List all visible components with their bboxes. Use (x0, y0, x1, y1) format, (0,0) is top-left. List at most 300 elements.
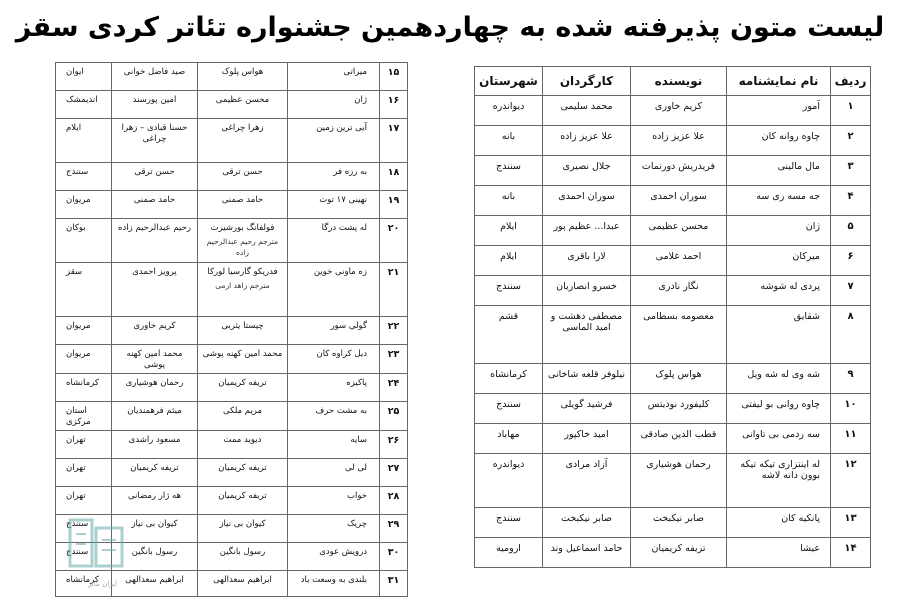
director-text: کریم خاوری (133, 321, 176, 331)
writer (631, 216, 727, 246)
play-name (288, 91, 380, 119)
table-row (56, 119, 408, 163)
play-name-text: له پشت درگا (321, 223, 367, 233)
header-director: کارگردان (543, 67, 631, 96)
row-number (831, 508, 871, 538)
writer (198, 163, 288, 191)
writer (198, 486, 288, 514)
row-number (380, 119, 408, 163)
writer-text: هواس پلوک (221, 67, 264, 77)
play-name-text: له اینتزاری تیکه تیکه بوون دانه لاشه (740, 459, 820, 481)
writer (631, 96, 727, 126)
row-number (380, 91, 408, 119)
director (112, 317, 198, 345)
director (112, 163, 198, 191)
city (56, 345, 112, 374)
city-text: مریوان (66, 195, 91, 205)
play-name (727, 306, 831, 364)
row-number (831, 276, 871, 306)
row-number-text: ۹ (847, 369, 854, 380)
play-name-text: زه ماونی خوین (313, 267, 367, 277)
writer-text: محسن عظیمی (648, 221, 709, 232)
director-text: آزاد مرادی (565, 459, 608, 470)
play-name-text: میرکان (792, 251, 820, 262)
row-number (380, 401, 408, 430)
city (56, 401, 112, 430)
city-text: سنندج (496, 399, 521, 410)
table-row (475, 306, 871, 364)
writer-text: زهرا چراغی (221, 123, 264, 133)
table-row (475, 186, 871, 216)
director-text: حسنا قبادی – زهرا چراغی (121, 123, 188, 145)
row-number-text: ۲۳ (387, 349, 400, 360)
row-number (831, 156, 871, 186)
writer-text: قطب الدین صادقی (640, 429, 717, 440)
director-text: رسول بانگین (131, 546, 178, 557)
city (475, 186, 543, 216)
play-name-text: ژان (354, 95, 367, 105)
row-number-text: ۱۶ (387, 95, 400, 106)
city-text: دیواندره (492, 459, 525, 470)
director-text: سوران احمدی (558, 191, 615, 202)
writer (198, 219, 288, 263)
director (112, 401, 198, 430)
play-name-text: آیی ترین زمین (316, 123, 367, 133)
director-text: حسن ترقی (134, 167, 175, 177)
play-name-text: پردی له شوشه (760, 281, 820, 292)
director-text: جلال نصیری (562, 161, 611, 172)
writer (198, 263, 288, 317)
row-number-text: ۲۸ (387, 490, 400, 502)
page-title: لیست متون پذیرفته شده به چهاردهمین جشنواره تئاتر کردی سقز (15, 12, 885, 43)
row-number (380, 458, 408, 486)
row-number (380, 219, 408, 263)
play-name-text: سایه (350, 434, 367, 445)
table-row (56, 458, 408, 486)
row-number (831, 186, 871, 216)
row-number (380, 542, 408, 570)
city (56, 458, 112, 486)
city-text: کرمانشاه (66, 377, 99, 388)
director-text: لارا باقری (567, 251, 606, 262)
table-row (475, 246, 871, 276)
table-row (56, 430, 408, 458)
row-number-text: ۱۹ (387, 195, 400, 206)
row-number (831, 454, 871, 508)
row-number (831, 246, 871, 276)
table-row (475, 216, 871, 246)
row-number-text: ۱۴ (844, 543, 857, 554)
play-name-text: پاکیزه (346, 377, 367, 388)
play-name (288, 401, 380, 430)
header-play-name: نام نمایشنامه (727, 67, 831, 96)
writer-text: محسن عظیمی (215, 95, 270, 105)
play-name-text: آمور (802, 101, 820, 112)
play-name-text: جه مسه ری سه (756, 191, 820, 202)
city (475, 424, 543, 454)
play-name (727, 454, 831, 508)
city-text: بوکان (66, 223, 86, 233)
director (543, 246, 631, 276)
table-row (56, 317, 408, 345)
writer (631, 186, 727, 216)
city (56, 486, 112, 514)
director-text: هه ژار رمضانی (127, 490, 182, 501)
play-name (288, 430, 380, 458)
director-text: ابراهیم سعدالهی (125, 574, 184, 585)
city-text: کرمانشاه (490, 369, 527, 380)
play-name (727, 394, 831, 424)
play-name-text: گولی سور (330, 321, 367, 331)
play-name (288, 486, 380, 514)
writer-text: چیستا یثربی (221, 321, 264, 331)
row-number (831, 364, 871, 394)
city-text: تهران (66, 490, 86, 501)
director-text: امید خاکپور (564, 429, 609, 440)
city (475, 508, 543, 538)
director (543, 186, 631, 216)
city (56, 191, 112, 219)
city-text: سنندج (496, 161, 521, 172)
row-number (380, 486, 408, 514)
writer-text: سوران احمدی (650, 191, 707, 202)
row-number (831, 394, 871, 424)
city (56, 91, 112, 119)
table-row (475, 538, 871, 568)
writer-text: محمد امین کهنه پوشی (202, 349, 283, 359)
city-text: ایلام (500, 221, 517, 232)
row-number (831, 424, 871, 454)
table-row (56, 191, 408, 219)
city (56, 163, 112, 191)
writer-text: تریفه کریمیان (218, 377, 267, 388)
writer (198, 91, 288, 119)
play-name (288, 317, 380, 345)
director (112, 191, 198, 219)
director (543, 454, 631, 508)
director-text: علا عزیز زاده (560, 131, 613, 142)
director (543, 508, 631, 538)
row-number-text: ۱۰ (844, 399, 857, 410)
city-text: قشم (498, 311, 519, 322)
row-number-text: ۲۶ (387, 434, 400, 446)
table-row (56, 63, 408, 91)
table-row (475, 126, 871, 156)
writer-text: رحمان هوشیاری (646, 459, 711, 470)
table-row (56, 345, 408, 374)
director-text: امین پورسند (132, 95, 177, 105)
city-text: مریوان (66, 321, 91, 331)
row-number-text: ۳ (847, 161, 854, 172)
city-text: ایوان (66, 67, 84, 77)
play-name-text: چاوه روانی بو لیفتی (741, 399, 820, 410)
play-name (288, 191, 380, 219)
writer (631, 508, 727, 538)
play-name-text: میراتی (343, 67, 367, 77)
city (475, 96, 543, 126)
director (112, 91, 198, 119)
city (475, 246, 543, 276)
play-name-text: چاوه روانه کان (761, 131, 820, 142)
watermark-text: ایران تئاتر (88, 580, 118, 588)
writer-text: هواس پلوک (655, 369, 702, 380)
city-text: بانه (501, 131, 516, 142)
table-header-row (475, 67, 871, 96)
director-text: رحمان هوشیاری (125, 377, 184, 388)
table-row (475, 276, 871, 306)
director-text: نیلوفر قلعه شاخانی (548, 369, 625, 380)
city (56, 119, 112, 163)
director (543, 126, 631, 156)
writer (198, 458, 288, 486)
play-name-text: مال مالینی (777, 161, 820, 172)
writer (631, 246, 727, 276)
row-number-text: ۲۷ (387, 462, 400, 474)
table-row (475, 508, 871, 538)
row-number-text: ۱ (847, 101, 854, 112)
play-name (288, 458, 380, 486)
row-number-text: ۱۷ (387, 123, 400, 134)
row-number-text: ۲۵ (387, 405, 400, 417)
play-name-text: به مشت حرف (315, 405, 367, 416)
row-number-text: ۴ (847, 191, 854, 202)
city (475, 364, 543, 394)
city-text: ایلام (500, 251, 517, 262)
row-number (380, 163, 408, 191)
city (56, 317, 112, 345)
row-number (380, 570, 408, 596)
row-number-text: ۸ (847, 311, 854, 322)
play-name (288, 219, 380, 263)
play-name-text: شقایق (793, 311, 820, 322)
play-name (727, 424, 831, 454)
writer-text: ابراهیم سعدالهی (213, 574, 272, 585)
table-row (475, 424, 871, 454)
writer-note: مترجم زاهد ارمی (215, 281, 270, 291)
city (475, 276, 543, 306)
table-row (475, 156, 871, 186)
director-text: حامد اسماعیل وند (550, 543, 623, 554)
table-row (56, 373, 408, 401)
play-name-text: خواب (346, 490, 367, 501)
table-row (475, 96, 871, 126)
play-name-text: لی لی (344, 462, 367, 473)
theater-logo-icon (66, 514, 128, 578)
writer (198, 63, 288, 91)
play-name (288, 570, 380, 596)
director (112, 458, 198, 486)
row-number (380, 63, 408, 91)
row-number-text: ۱۳ (844, 513, 857, 524)
city-text: سقز (66, 267, 83, 277)
city-text: استان مرکزی (66, 405, 91, 428)
writer (198, 514, 288, 542)
row-number-text: ۲۰ (387, 223, 400, 234)
director (112, 373, 198, 401)
table-row (56, 219, 408, 263)
director (543, 306, 631, 364)
writer (631, 126, 727, 156)
director (543, 364, 631, 394)
play-name (727, 96, 831, 126)
writer (198, 542, 288, 570)
city-text: سنندج (66, 167, 89, 177)
writer (198, 570, 288, 596)
row-number-text: ۲ (847, 131, 854, 142)
row-number-text: ۶ (847, 251, 854, 262)
play-name (727, 246, 831, 276)
writer (631, 454, 727, 508)
director (112, 63, 198, 91)
writer-note: مترجم رحیم عبدالرحیم زاده (206, 237, 279, 257)
director (112, 345, 198, 374)
play-name-text: دیل کراوه کان (316, 349, 367, 359)
play-name (727, 126, 831, 156)
row-number (831, 96, 871, 126)
writer (198, 191, 288, 219)
row-number (380, 191, 408, 219)
director-text: صید فاضل خوانی (123, 67, 186, 77)
writer-text: دیوید ممت (223, 434, 262, 445)
row-number-text: ۱۱ (844, 429, 857, 440)
play-name (727, 538, 831, 568)
writer (631, 394, 727, 424)
director-text: فرشید گویلی (560, 399, 613, 410)
row-number (380, 317, 408, 345)
play-name (727, 156, 831, 186)
play-name (288, 373, 380, 401)
city (56, 219, 112, 263)
play-name-text: شه وی له شه ویل (747, 369, 820, 380)
writer-text: کلیفورد نودیتس (647, 399, 710, 410)
writer (631, 364, 727, 394)
city (475, 538, 543, 568)
city-text: سنندج (66, 546, 89, 557)
city (475, 454, 543, 508)
writer-text: احمد غلامی (655, 251, 702, 262)
city-text: بانه (501, 191, 516, 202)
play-name-text: به رزه فر (333, 167, 367, 177)
director (112, 119, 198, 163)
row-number (380, 345, 408, 374)
table-row (475, 394, 871, 424)
header-row-number: ردیف (831, 67, 871, 96)
play-name (727, 186, 831, 216)
play-name-text: عیشا (800, 543, 820, 554)
writer (631, 276, 727, 306)
row-number (831, 306, 871, 364)
director-text: محمد امین کهنه پوشی (126, 349, 183, 371)
table-row (56, 401, 408, 430)
accepted-plays-table-right (474, 66, 871, 568)
city-text: دیواندره (492, 101, 525, 112)
play-name-text: چریک (347, 518, 367, 529)
director-text: صابر نیکبخت (561, 513, 612, 524)
director (543, 96, 631, 126)
director (112, 430, 198, 458)
city-text: کرمانشاه (66, 574, 99, 585)
writer-text: صابر نیکبخت (653, 513, 704, 524)
play-name (288, 63, 380, 91)
director (112, 219, 198, 263)
writer-text: مریم ملکی (222, 405, 263, 416)
writer (631, 306, 727, 364)
director (543, 394, 631, 424)
city-text: سنندج (66, 518, 89, 529)
play-name (288, 514, 380, 542)
row-number (831, 126, 871, 156)
play-name (288, 119, 380, 163)
table-row (475, 364, 871, 394)
city (475, 126, 543, 156)
city-text: سنندج (496, 281, 521, 292)
director-text: میثم فرهمندیان (127, 405, 182, 416)
writer-text: علا عزیز زاده (652, 131, 705, 142)
writer (198, 345, 288, 374)
director (112, 486, 198, 514)
row-number (831, 216, 871, 246)
city-text: ایلام (66, 123, 82, 133)
writer (198, 119, 288, 163)
director (543, 538, 631, 568)
city (475, 394, 543, 424)
row-number-text: ۳۱ (387, 574, 400, 586)
row-number (380, 263, 408, 317)
city (475, 216, 543, 246)
writer (198, 430, 288, 458)
play-name (727, 276, 831, 306)
play-name-text: درویش عودی (319, 546, 367, 557)
play-name (288, 345, 380, 374)
director-text: خسرو انصاریان (556, 281, 617, 292)
row-number (380, 514, 408, 542)
city-text: تهران (66, 462, 86, 473)
city (56, 263, 112, 317)
row-number-text: ۵ (847, 221, 854, 232)
writer-text: فولفانگ بورشیرت (210, 223, 275, 233)
play-name-text: نهینی ۱۷ توت (319, 195, 367, 205)
table-row (56, 263, 408, 317)
writer-text: فریدریش دورنمات (641, 161, 716, 172)
writer (198, 317, 288, 345)
header-writer: نویسنده (631, 67, 727, 96)
play-name (288, 263, 380, 317)
director (112, 263, 198, 317)
row-number-text: ۲۹ (387, 518, 400, 530)
director-text: مصطفی دهشت و امید الماسی (550, 311, 623, 333)
director (543, 424, 631, 454)
table-row (475, 454, 871, 508)
director-text: محمد سلیمی (560, 101, 613, 112)
city-text: ارومیه (496, 543, 521, 554)
play-name-text: سه ردمی بی تاوانی (742, 429, 820, 440)
play-name-text: ژان (805, 221, 820, 232)
director (543, 216, 631, 246)
writer-text: نگار نادری (658, 281, 699, 292)
row-number (831, 538, 871, 568)
city (475, 306, 543, 364)
writer (198, 401, 288, 430)
play-name-text: بلندی به وسعت باد (300, 574, 367, 585)
play-name-text: پانکیه کان (781, 513, 820, 524)
row-number-text: ۷ (847, 281, 854, 292)
writer-text: حامد صمنی (221, 195, 264, 205)
writer-text: تریفه کریمیان (218, 490, 267, 501)
city-text: سنندج (496, 513, 521, 524)
table-row (56, 91, 408, 119)
row-number-text: ۲۱ (387, 267, 400, 278)
writer (631, 156, 727, 186)
